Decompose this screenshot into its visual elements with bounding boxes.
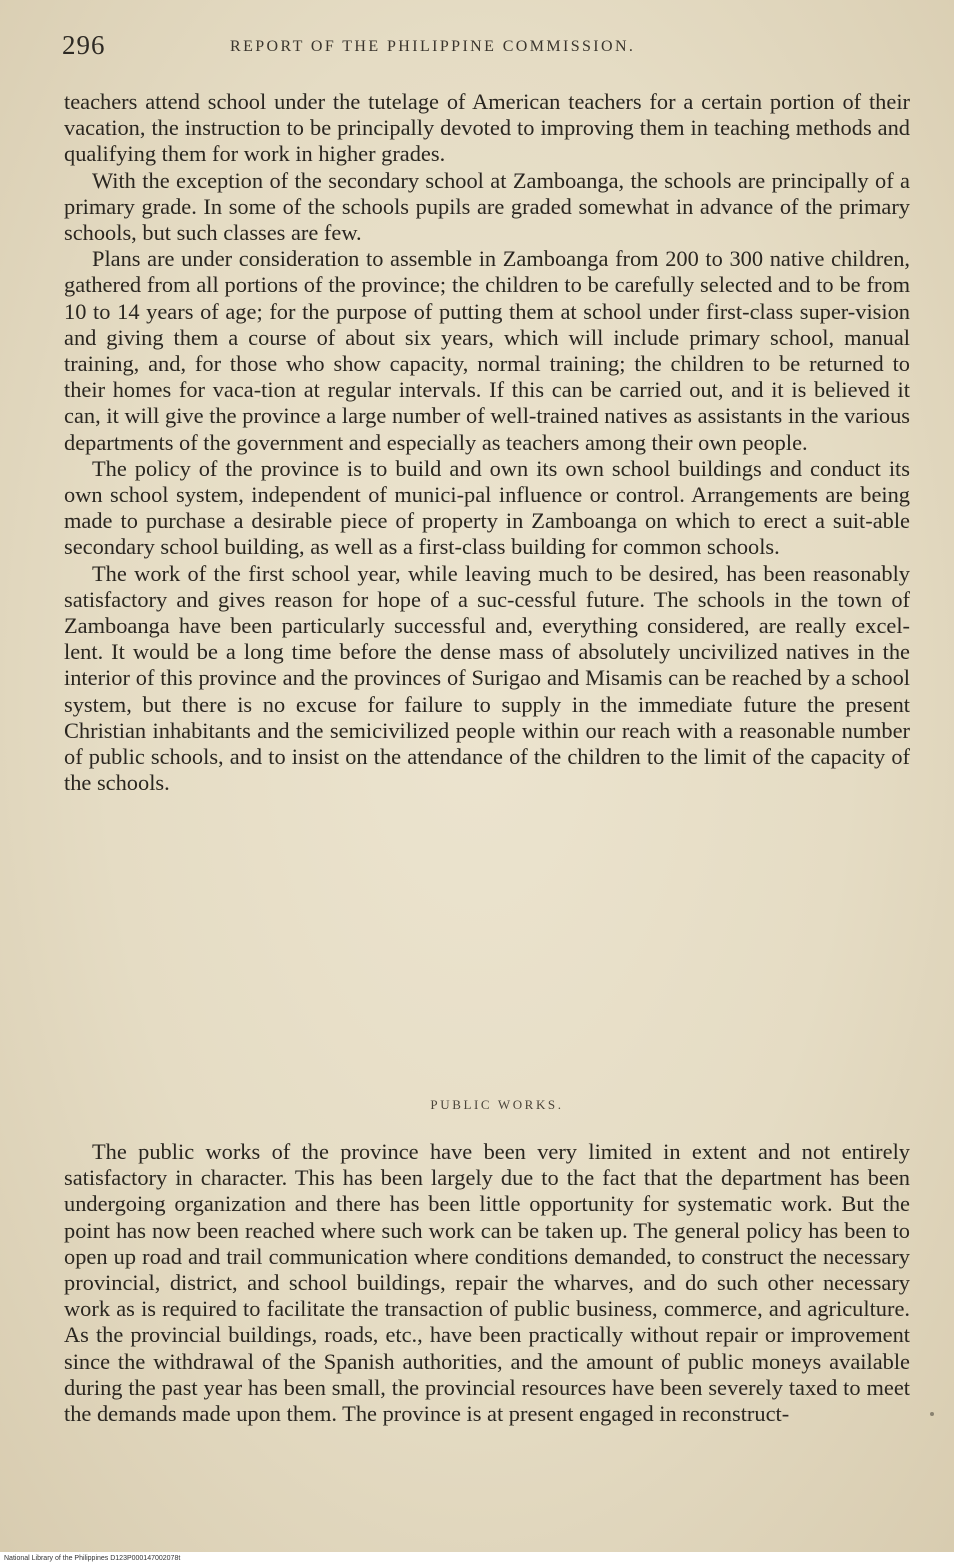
paragraph-public-works: The public works of the province have been very limited in extent and not entirely satisfactory in character. This has been largely due to the fact that the department has been undergoing organization and there has been little opportunity for systematic work. But the point has now been reached where such work can be taken up. The general policy has been to open up road and trail communication where conditions demanded, to construct the necessary provincial, district, and school buildings, repair the wharves, and do such other necessary work as is required to facilitate the transaction of public business, commerce, and agriculture. As the provincial buildings, roads, etc., have been practically without repair or improvement since the withdrawal of the Spanish authorities, and the amount of public moneys available during the past year has been small, the provincial resources have been severely taxed to meet the demands made upon them. The province is at present engaged in reconstruct- (64, 1139, 910, 1427)
page-header (62, 30, 912, 70)
report-text-lower (64, 1139, 910, 1427)
section-heading-public-works: PUBLIC WORKS. (430, 1097, 564, 1112)
paragraph-policy: The policy of the province is to build and own its own school buildings and conduct its own school system, independent of munici-pal influence or control. Arrangements are being made to purchase a desirable piece of property in Zamboanga on which to erect a suit-able secondary school building, as well as a first-class building for common schools. (64, 455, 910, 560)
running-head: REPORT OF THE PHILIPPINE COMMISSION. (230, 38, 636, 55)
report-text-upper (64, 89, 910, 796)
paragraph-secondary-school: With the exception of the secondary school at Zamboanga, the schools are principally of a primary grade. In some of the schools pupils are graded somewhat in advance of the primary schools, but such classes are few. (64, 167, 910, 246)
paragraph-continued: teachers attend school under the tutelage of American teachers for a certain portion of their vacation, the instruction to be principally devoted to improving them in teaching methods and qualifying them for work in higher grades. (64, 89, 910, 167)
paragraph-plans: Plans are under consideration to assemble in Zamboanga from 200 to 300 native children, gathered from all portions of the province; the children to be carefully selected and to be from 10 to 14 years of age; for the purpose of putting them at school under first-class super-vision and giving them a course of about six years, which will include primary school, manual training, and, for those who show capacity, normal training; the children to be returned to their homes for vaca-tion at regular intervals. If this can be carried out, and it is believed it can, it will give the province a large number of well-trained natives as assistants in the various departments of the government and especially as teachers among their own people. (64, 246, 910, 455)
paper-speck (930, 1412, 934, 1416)
scan-credit: National Library of the Philippines D123P000147002078t (4, 1555, 181, 1562)
paragraph-school-year: The work of the first school year, while leaving much to be desired, has been reasonably satisfactory and gives reason for hope of a suc-cessful future. The schools in the town of Zamboanga have been particularly successful and, everything considered, are really excel-lent. It would be a long time before the dense mass of absolutely uncivilized natives in the interior of this province and the provinces of Surigao and Misamis can be reached by a school system, but there is no excuse for failure to supply in the immediate future the present Christian inhabitants and the semicivilized people within our reach with a reasonable number of public schools, and to insist on the attendance of the children to the limit of the capacity of the schools. (64, 560, 910, 796)
scan-footer-strip (0, 1552, 954, 1566)
page-number: 296 (62, 30, 106, 60)
